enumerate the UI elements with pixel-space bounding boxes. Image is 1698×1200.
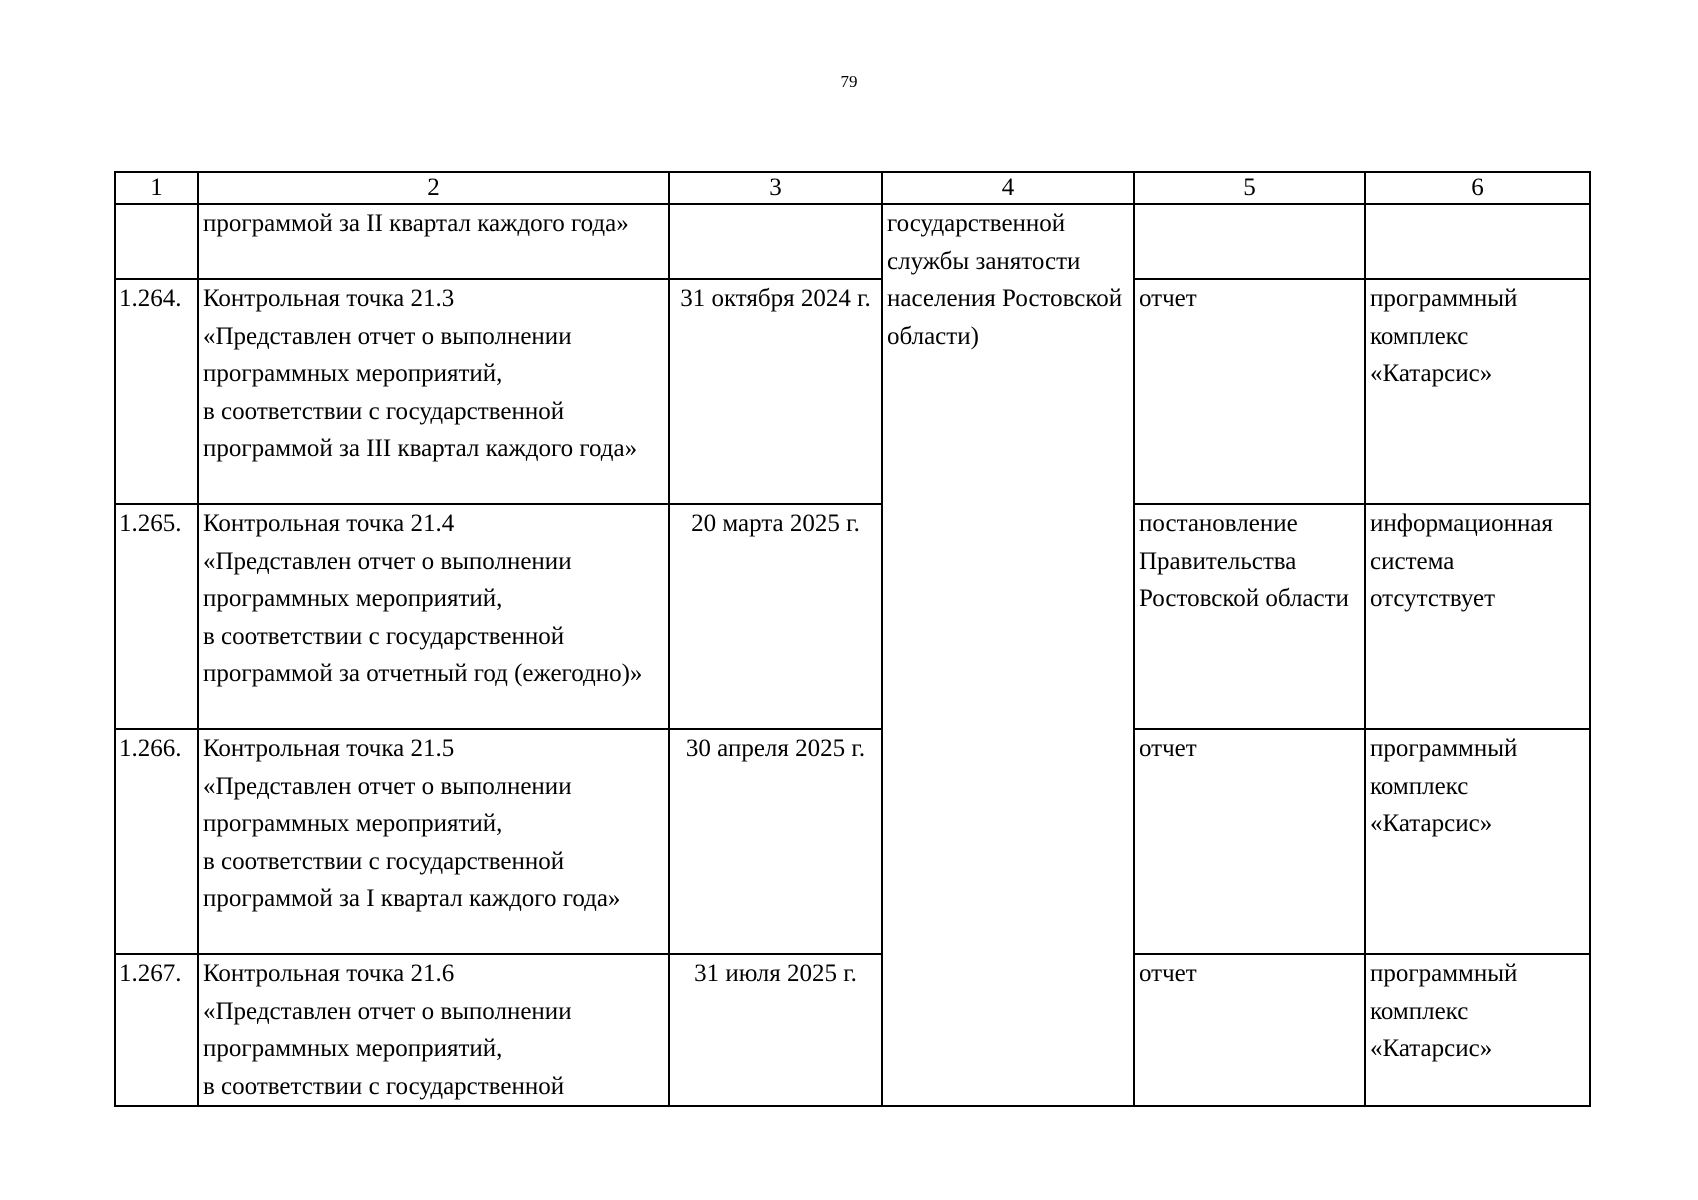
table-row xyxy=(115,504,1590,729)
page-number: 79 xyxy=(840,72,858,91)
cell-title: программой за II квартал каждого года» xyxy=(198,204,669,279)
column-header-5: 5 xyxy=(1134,172,1365,204)
cell-system: программный комплекс «Катарсис» xyxy=(1365,954,1590,1106)
cell-date xyxy=(669,204,882,279)
cell-number: 1.267. xyxy=(115,954,198,1106)
cell-date: 31 октября 2024 г. xyxy=(669,279,882,504)
cell-system: информационная система отсутствует xyxy=(1365,504,1590,729)
cell-number: 1.265. xyxy=(115,504,198,729)
cell-date: 20 марта 2025 г. xyxy=(669,504,882,729)
cell-title: Контрольная точка 21.3 «Представлен отчет о выполнении программных мероприятий, в соответствии с государственной программой за III квартал каждого года» xyxy=(198,279,669,504)
cell-document: отчет xyxy=(1134,954,1365,1106)
column-header-4: 4 xyxy=(882,172,1134,204)
cell-number: 1.264. xyxy=(115,279,198,504)
cell-document: отчет xyxy=(1134,729,1365,954)
cell-number xyxy=(115,204,198,279)
cell-responsible: государственной службы занятости населения Ростовской области) xyxy=(882,204,1134,1106)
table-row xyxy=(115,729,1590,954)
cell-date: 31 июля 2025 г. xyxy=(669,954,882,1106)
table-row-continuation xyxy=(115,204,1590,279)
table-row xyxy=(115,954,1590,1106)
cell-system: программный комплекс «Катарсис» xyxy=(1365,279,1590,504)
cell-title: Контрольная точка 21.4 «Представлен отчет о выполнении программных мероприятий, в соответствии с государственной программой за отчетный год (ежегодно)» xyxy=(198,504,669,729)
column-header-3: 3 xyxy=(669,172,882,204)
cell-document: отчет xyxy=(1134,279,1365,504)
table-row xyxy=(115,279,1590,504)
column-header-6: 6 xyxy=(1365,172,1590,204)
column-header-1: 1 xyxy=(115,172,198,204)
table-header-row xyxy=(115,172,1590,204)
cell-title: Контрольная точка 21.5 «Представлен отчет о выполнении программных мероприятий, в соответствии с государственной программой за I квартал каждого года» xyxy=(198,729,669,954)
cell-title: Контрольная точка 21.6 «Представлен отчет о выполнении программных мероприятий, в соответствии с государственной xyxy=(198,954,669,1106)
column-header-2: 2 xyxy=(198,172,669,204)
cell-number: 1.266. xyxy=(115,729,198,954)
cell-system: программный комплекс «Катарсис» xyxy=(1365,729,1590,954)
cell-document xyxy=(1134,204,1365,279)
cell-date: 30 апреля 2025 г. xyxy=(669,729,882,954)
control-points-table xyxy=(114,171,1591,1107)
cell-document: постановление Правительства Ростовской области xyxy=(1134,504,1365,729)
cell-system xyxy=(1365,204,1590,279)
